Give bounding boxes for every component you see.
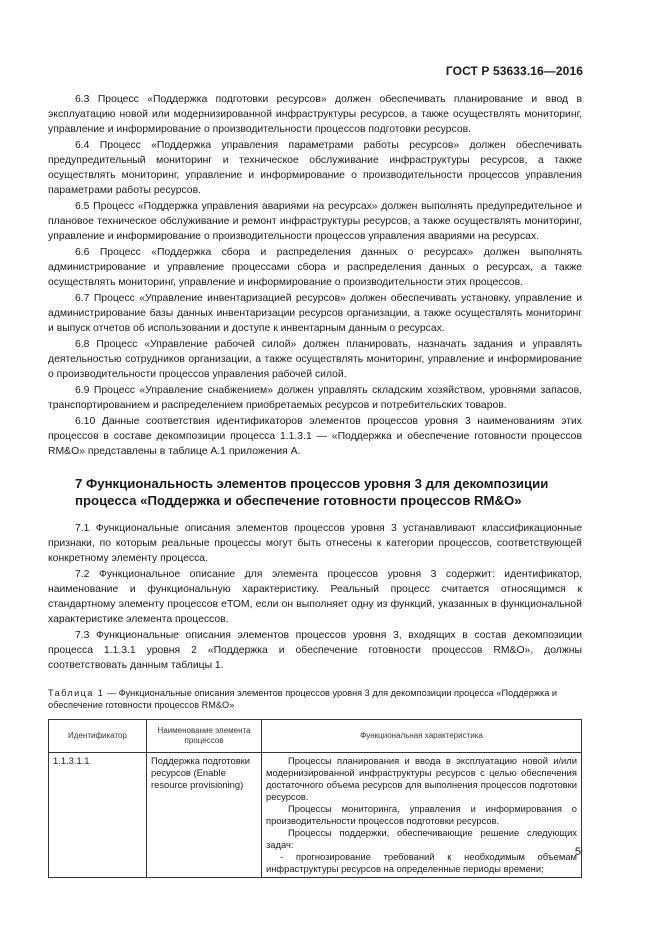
table-row <box>49 753 582 878</box>
row-identifier: 1.1.3.1.1 <box>49 753 147 878</box>
paragraph-7-2: 7.2 Функциональное описание для элемента процессов уровня 3 содержит: идентификатор, наименование и функциональную характеристику. Реальный процесс считается относящимся к стандартному элементу процессов еТОМ, если он выполняет одну из функций, указанных в функциональной характеристике элемента процессов. <box>48 569 582 625</box>
paragraph-6-6: 6.6 Процесс «Поддержка сбора и распределения данных о ресурсах» должен выполнять администрирование и управление процессами сбора и распределения данных о ресурсах, а также осуществлять мониторинг, управление и информирование о производительности этих процессов. <box>48 247 582 288</box>
paragraph-6-10: 6.10 Данные соответствия идентификаторов элементов процессов уровня 3 наименованиям этих процессов в составе декомпозиции процесса 1.1.3.1 — «Поддержка и обеспечение готовности процессов RM&O» представлены в таблице А.1 приложения А. <box>48 416 582 457</box>
desc-bullet: - прогнозирование требований к необходимым объемам инфраструктуры ресурсов на определенные периоды времени; <box>266 851 577 874</box>
desc-paragraph: Процессы поддержки, обеспечивающие решение следующих задач: <box>266 827 577 850</box>
paragraph-7-3: 7.3 Функциональные описания элементов процессов уровня 3, входящих в состав декомпозиции процесса 1.1.3.1 уровня 2 «Поддержка и обеспечение готовности процессов RM&O», должны соответствовать данным таблицы 1. <box>48 630 582 671</box>
table-header-row <box>49 720 582 753</box>
paragraph-6-8: 6.8 Процесс «Управление рабочей силой» должен планировать, назначать задания и управлять деятельностью сотрудников организации, а также осуществлять мониторинг, управление и информирование о производительности процессов управления рабочей силой. <box>48 339 582 380</box>
paragraph-6-3: 6.3 Процесс «Поддержка подготовки ресурсов» должен обеспечивать планирование и ввод в эксплуатацию новой или модернизированной инфраструктуры ресурсов, а также осуществлять мониторинг, управление и информирование о производительности процессов подготовки ресурсов. <box>48 94 582 135</box>
paragraph-6-5: 6.5 Процесс «Поддержка управления авариями на ресурсах» должен выполнять предупредительное и плановое техническое обслуживание и ремонт инфраструктуры ресурсов, а также осуществлять мониторинг, управление и информирование о производительности процессов управления авариями на ресурсах. <box>48 201 582 242</box>
functional-description-table <box>48 719 582 878</box>
table-caption <box>48 687 582 711</box>
paragraph-6-7: 6.7 Процесс «Управление инвентаризацией ресурсов» должен обеспечивать установку, управление и администрирование базы данных инвентаризации ресурсов организации, а также осуществлять мониторинг и выпуск отчетов об использовании и доступе к инвентарным данным о ресурсах. <box>48 293 582 334</box>
table-caption-text: — Функциональные описания элементов процессов уровня 3 для декомпозиции процесса «Поддержка и обеспечение готовности процессов RM&O» <box>48 688 558 710</box>
header-functional-characteristic: Функциональная характеристика <box>262 720 582 753</box>
desc-paragraph: Процессы планирования и ввода в эксплуатацию новой и/или модернизированной инфраструктуры ресурсов с целью обеспечения достаточного объема ресурсов для выполнения процессов подготовки ресурсов. <box>266 755 577 802</box>
page-number: 5 <box>574 846 581 858</box>
paragraph-6-9: 6.9 Процесс «Управление снабжением» должен управлять складским хозяйством, уровнями запасов, транспортированием и распределением приобретаемых ресурсов и потребительских товаров. <box>48 385 582 411</box>
section-7-heading: 7 Функциональность элементов процессов уровня 3 для декомпозиции процесса «Поддержка и обеспечение готовности процессов RM&O» <box>75 476 549 508</box>
header-element-name: Наименование элемента процессов <box>147 720 262 753</box>
header-identifier: Идентификатор <box>49 720 147 753</box>
standard-header: ГОСТ Р 53633.16—2016 <box>445 64 583 78</box>
paragraph-6-4: 6.4 Процесс «Поддержка управления параметрами работы ресурсов» должен обеспечивать предупредительный мониторинг и техническое обслуживание инфраструктуры ресурсов, а также осуществлять мониторинг, управление и информирование о производительности процессов управления параметрами работы ресурсов. <box>48 140 582 196</box>
table-caption-label: Таблица 1 <box>48 688 105 698</box>
row-functional-characteristic <box>262 753 582 878</box>
paragraph-7-1: 7.1 Функциональные описания элементов процессов уровня 3 устанавливают классификационные признаки, по которым реальные процессы могут быть отнесены к категории процессов, соответствующей конкретному элементу процесса. <box>48 523 582 564</box>
document-body <box>48 92 582 878</box>
row-element-name: Поддержка подготовки ресурсов (Enable resource provisioning) <box>147 753 262 878</box>
desc-paragraph: Процессы мониторинга, управления и информирования о производительности процессов подготовки ресурсов. <box>266 803 577 826</box>
